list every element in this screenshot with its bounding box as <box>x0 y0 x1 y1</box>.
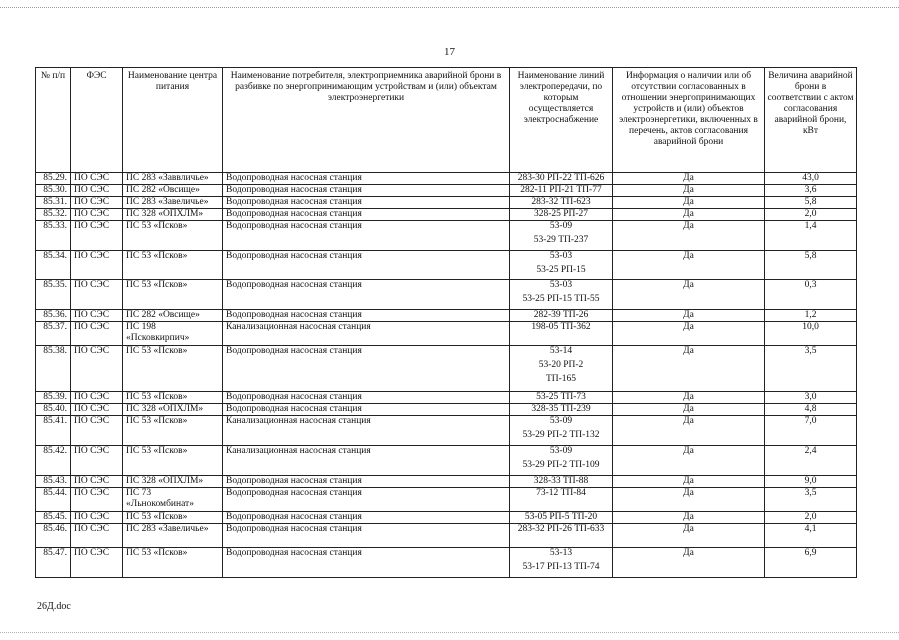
scan-edge-bottom <box>0 632 899 633</box>
fes-cell: ПО СЭС <box>71 346 123 392</box>
power-center-cell: ПС 283 «Заввличье» <box>123 173 223 185</box>
power-center-cell: ПС 53 «Псков» <box>123 280 223 310</box>
table-header-row <box>36 68 857 173</box>
row-number: 85.40. <box>36 404 71 416</box>
table-row <box>36 548 857 578</box>
power-line-segment: 53-03 <box>549 251 573 261</box>
fes-cell: ПО СЭС <box>71 280 123 310</box>
table-row <box>36 173 857 185</box>
power-line-cell <box>510 524 613 548</box>
row-number: 85.37. <box>36 322 71 346</box>
consumer-cell: Канализационная насосная станция <box>223 322 510 346</box>
power-line-cell <box>510 404 613 416</box>
agreement-info-cell: Да <box>613 310 765 322</box>
fes-cell: ПО СЭС <box>71 416 123 446</box>
power-line-cell <box>510 322 613 346</box>
agreement-info-cell: Да <box>613 416 765 446</box>
consumer-cell: Водопроводная насосная станция <box>223 488 510 512</box>
row-number: 85.44. <box>36 488 71 512</box>
row-number: 85.33. <box>36 221 71 251</box>
power-line-cell <box>510 197 613 209</box>
agreement-info-cell: Да <box>613 221 765 251</box>
power-line-cell <box>510 548 613 578</box>
power-line-cell <box>510 346 613 392</box>
consumer-cell: Водопроводная насосная станция <box>223 524 510 548</box>
reserve-value-cell: 5,8 <box>765 197 857 209</box>
reserve-value-cell: 4,1 <box>765 524 857 548</box>
row-number: 85.43. <box>36 476 71 488</box>
power-line-segment: 53-09 <box>549 221 573 231</box>
power-line-segment: 53-14 <box>549 346 573 356</box>
table-row <box>36 310 857 322</box>
row-number: 85.41. <box>36 416 71 446</box>
row-number: 85.36. <box>36 310 71 322</box>
power-line-cell <box>510 476 613 488</box>
power-line-segment: 198-05 ТП-362 <box>531 322 591 332</box>
power-line-cell <box>510 446 613 476</box>
power-center-cell: ПС 328 «ОПХЛМ» <box>123 404 223 416</box>
table-row <box>36 488 857 512</box>
power-line-segment: 53-09 <box>549 446 573 456</box>
table-row <box>36 476 857 488</box>
consumer-cell: Водопроводная насосная станция <box>223 404 510 416</box>
row-number: 85.29. <box>36 173 71 185</box>
power-line-segment: 53-29 РП-2 ТП-132 <box>522 430 600 440</box>
agreement-info-cell: Да <box>613 209 765 221</box>
consumer-cell: Водопроводная насосная станция <box>223 173 510 185</box>
power-line-segment: 53-17 РП-13 ТП-74 <box>522 562 600 572</box>
consumer-cell: Водопроводная насосная станция <box>223 185 510 197</box>
agreement-info-cell: Да <box>613 512 765 524</box>
reserve-value-cell: 6,9 <box>765 548 857 578</box>
reserve-value-cell: 43,0 <box>765 173 857 185</box>
agreement-info-cell: Да <box>613 346 765 392</box>
reserve-value-cell: 10,0 <box>765 322 857 346</box>
table-row <box>36 209 857 221</box>
power-line-segment: 283-32 РП-26 ТП-633 <box>517 524 605 534</box>
power-line-cell <box>510 392 613 404</box>
consumer-cell: Водопроводная насосная станция <box>223 209 510 221</box>
agreement-info-cell: Да <box>613 197 765 209</box>
row-number: 85.38. <box>36 346 71 392</box>
power-line-segment: 53-25 РП-15 <box>536 265 586 275</box>
power-center-cell: ПС 282 «Овсище» <box>123 185 223 197</box>
power-center-cell: ПС 328 «ОПХЛМ» <box>123 476 223 488</box>
agreement-info-cell: Да <box>613 251 765 280</box>
fes-cell: ПО СЭС <box>71 476 123 488</box>
power-line-cell <box>510 209 613 221</box>
agreement-info-cell: Да <box>613 446 765 476</box>
table-row <box>36 524 857 548</box>
agreement-info-cell: Да <box>613 488 765 512</box>
power-line-segment: 282-39 ТП-26 <box>533 310 589 320</box>
power-center-cell: ПС 328 «ОПХЛМ» <box>123 209 223 221</box>
consumer-cell: Канализационная насосная станция <box>223 416 510 446</box>
row-number: 85.30. <box>36 185 71 197</box>
fes-cell: ПО СЭС <box>71 392 123 404</box>
fes-cell: ПО СЭС <box>71 221 123 251</box>
consumer-cell: Водопроводная насосная станция <box>223 310 510 322</box>
power-center-cell: ПС 283 «Завеличье» <box>123 524 223 548</box>
header-consumer: Наименование потребителя, электроприемника аварийной брони в разбивке по энергопринимающим устройствам и (или) объектам электроэнергетики <box>223 68 510 173</box>
power-line-segment: 53-25 РП-15 ТП-55 <box>522 294 600 304</box>
fes-cell: ПО СЭС <box>71 524 123 548</box>
power-line-segment: 53-29 РП-2 ТП-109 <box>522 460 600 470</box>
reserve-value-cell: 3,5 <box>765 346 857 392</box>
agreement-info-cell: Да <box>613 322 765 346</box>
reserve-value-cell: 9,0 <box>765 476 857 488</box>
table-row <box>36 251 857 280</box>
power-center-cell: ПС 53 «Псков» <box>123 416 223 446</box>
reserve-value-cell: 2,4 <box>765 446 857 476</box>
table-row <box>36 446 857 476</box>
power-line-segment: 328-25 РП-27 <box>533 209 589 219</box>
row-number: 85.42. <box>36 446 71 476</box>
row-number: 85.35. <box>36 280 71 310</box>
power-center-cell: ПС 53 «Псков» <box>123 512 223 524</box>
power-line-segment: 53-29 ТП-237 <box>533 235 589 245</box>
emergency-reserve-table <box>35 67 857 578</box>
reserve-value-cell: 1,4 <box>765 221 857 251</box>
table-row <box>36 416 857 446</box>
fes-cell: ПО СЭС <box>71 404 123 416</box>
row-number: 85.46. <box>36 524 71 548</box>
power-line-cell <box>510 512 613 524</box>
reserve-value-cell: 4,8 <box>765 404 857 416</box>
table-row <box>36 512 857 524</box>
consumer-cell: Водопроводная насосная станция <box>223 392 510 404</box>
agreement-info-cell: Да <box>613 392 765 404</box>
table-row <box>36 280 857 310</box>
power-line-cell <box>510 185 613 197</box>
table-row <box>36 404 857 416</box>
reserve-value-cell: 7,0 <box>765 416 857 446</box>
power-line-cell <box>510 251 613 280</box>
power-line-segment: 53-20 РП-2 <box>538 360 584 370</box>
fes-cell: ПО СЭС <box>71 185 123 197</box>
reserve-value-cell: 1,2 <box>765 310 857 322</box>
consumer-cell: Водопроводная насосная станция <box>223 548 510 578</box>
reserve-value-cell: 3,6 <box>765 185 857 197</box>
power-line-segment: 53-13 <box>549 548 573 558</box>
fes-cell: ПО СЭС <box>71 209 123 221</box>
agreement-info-cell: Да <box>613 548 765 578</box>
consumer-cell: Водопроводная насосная станция <box>223 251 510 280</box>
power-center-cell: ПС 53 «Псков» <box>123 346 223 392</box>
reserve-value-cell: 3,0 <box>765 392 857 404</box>
agreement-info-cell: Да <box>613 173 765 185</box>
consumer-cell: Канализационная насосная станция <box>223 446 510 476</box>
table-row <box>36 392 857 404</box>
power-line-segment: 282-11 РП-21 ТП-77 <box>520 185 602 195</box>
power-center-cell: ПС 53 «Псков» <box>123 251 223 280</box>
power-center-cell: ПС 53 «Псков» <box>123 446 223 476</box>
power-line-segment: 73-12 ТП-84 <box>536 488 586 498</box>
header-value: Величина аварийной брони в соответствии с актом согласования аварийной брони, кВт <box>765 68 857 173</box>
power-line-cell <box>510 310 613 322</box>
fes-cell: ПО СЭС <box>71 173 123 185</box>
row-number: 85.32. <box>36 209 71 221</box>
agreement-info-cell: Да <box>613 280 765 310</box>
power-line-cell <box>510 488 613 512</box>
header-fes: ФЭС <box>71 68 123 173</box>
reserve-value-cell: 5,8 <box>765 251 857 280</box>
power-center-cell: ПС 282 «Овсище» <box>123 310 223 322</box>
reserve-value-cell: 2,0 <box>765 209 857 221</box>
table-row <box>36 185 857 197</box>
agreement-info-cell: Да <box>613 524 765 548</box>
fes-cell: ПО СЭС <box>71 548 123 578</box>
consumer-cell: Водопроводная насосная станция <box>223 512 510 524</box>
reserve-value-cell: 0,3 <box>765 280 857 310</box>
row-number: 85.34. <box>36 251 71 280</box>
power-line-segment: ТП-165 <box>545 374 577 384</box>
power-center-cell: ПС 53 «Псков» <box>123 221 223 251</box>
page-number: 17 <box>444 46 455 58</box>
footer-filename: 26Д.doc <box>37 601 71 612</box>
table-row <box>36 322 857 346</box>
power-line-segment: 328-35 ТП-239 <box>531 404 591 414</box>
power-line-segment: 328-33 ТП-88 <box>533 476 589 486</box>
table-row <box>36 221 857 251</box>
power-line-segment: 53-05 РП-5 ТП-20 <box>524 512 598 522</box>
consumer-cell: Водопроводная насосная станция <box>223 280 510 310</box>
power-line-segment: 283-30 РП-22 ТП-626 <box>517 173 605 183</box>
power-center-cell: ПС 198 «Псковкирпич» <box>123 322 223 346</box>
table-row <box>36 346 857 392</box>
fes-cell: ПО СЭС <box>71 488 123 512</box>
power-center-cell: ПС 283 «Завеличье» <box>123 197 223 209</box>
fes-cell: ПО СЭС <box>71 251 123 280</box>
reserve-value-cell: 2,0 <box>765 512 857 524</box>
header-power-center: Наименование центра питания <box>123 68 223 173</box>
fes-cell: ПО СЭС <box>71 446 123 476</box>
fes-cell: ПО СЭС <box>71 512 123 524</box>
row-number: 85.45. <box>36 512 71 524</box>
power-center-cell: ПС 53 «Псков» <box>123 548 223 578</box>
header-lines: Наименование линий электропередачи, по которым осуществляется электроснабжение <box>510 68 613 173</box>
table-body <box>36 173 857 578</box>
power-center-cell: ПС 53 «Псков» <box>123 392 223 404</box>
header-num: № п/п <box>36 68 71 173</box>
power-line-segment: 53-03 <box>549 280 573 290</box>
power-line-segment: 53-25 ТП-73 <box>536 392 586 402</box>
power-line-segment: 53-09 <box>549 416 573 426</box>
table-row <box>36 197 857 209</box>
header-info: Информация о наличии или об отсутствии согласованных в отношении энергопринимающих устройств и (или) объектов электроэнергетики, включенных в перечень, актов согласования аварийной брони <box>613 68 765 173</box>
power-line-cell <box>510 280 613 310</box>
row-number: 85.39. <box>36 392 71 404</box>
scan-edge-top <box>0 7 899 8</box>
power-line-cell <box>510 416 613 446</box>
fes-cell: ПО СЭС <box>71 322 123 346</box>
agreement-info-cell: Да <box>613 404 765 416</box>
row-number: 85.47. <box>36 548 71 578</box>
row-number: 85.31. <box>36 197 71 209</box>
reserve-value-cell: 3,5 <box>765 488 857 512</box>
agreement-info-cell: Да <box>613 185 765 197</box>
fes-cell: ПО СЭС <box>71 310 123 322</box>
consumer-cell: Водопроводная насосная станция <box>223 346 510 392</box>
consumer-cell: Водопроводная насосная станция <box>223 476 510 488</box>
agreement-info-cell: Да <box>613 476 765 488</box>
power-center-cell: ПС 73 «Льнокомбинат» <box>123 488 223 512</box>
consumer-cell: Водопроводная насосная станция <box>223 221 510 251</box>
power-line-cell <box>510 221 613 251</box>
fes-cell: ПО СЭС <box>71 197 123 209</box>
consumer-cell: Водопроводная насосная станция <box>223 197 510 209</box>
power-line-cell <box>510 173 613 185</box>
power-line-segment: 283-32 ТП-623 <box>531 197 591 207</box>
